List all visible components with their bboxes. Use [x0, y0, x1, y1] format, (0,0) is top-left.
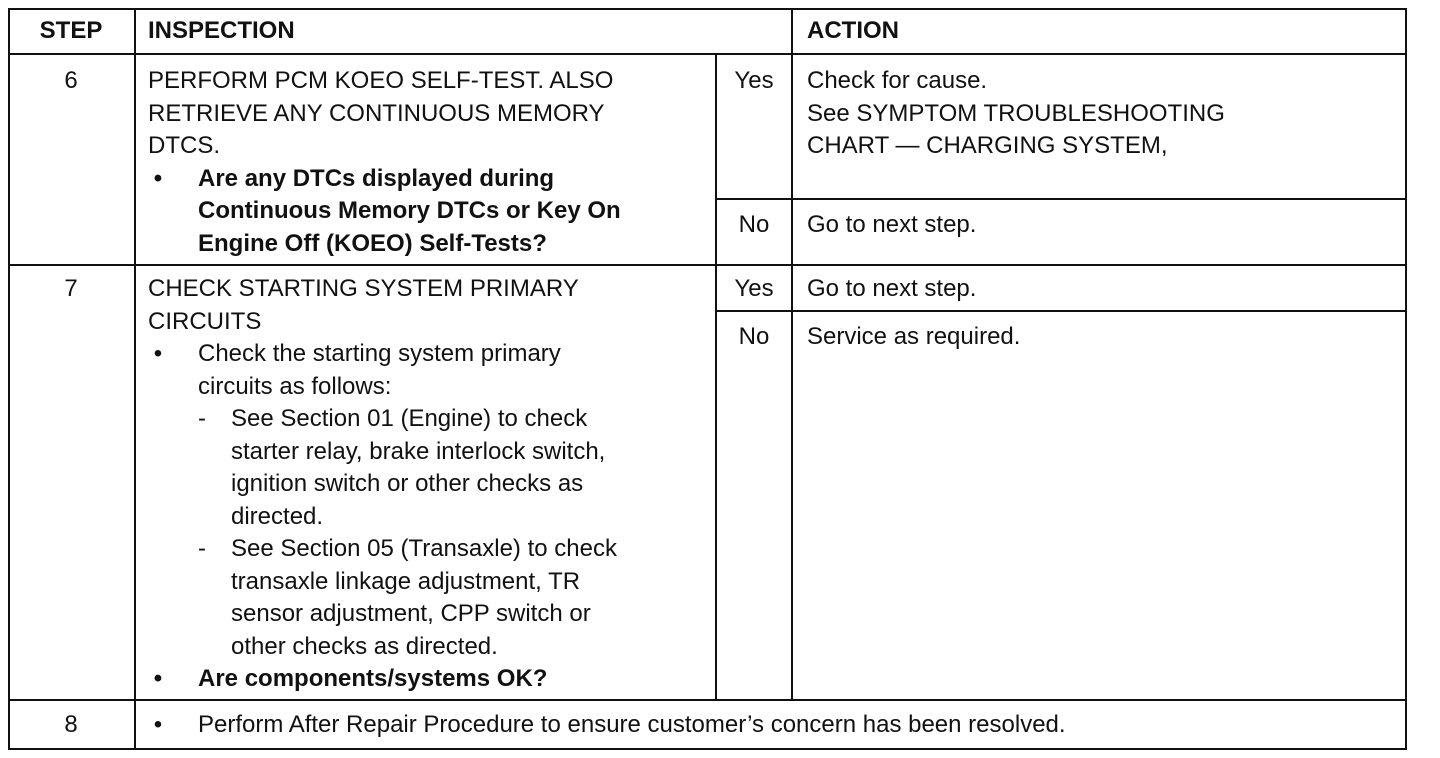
inspection-7-line-1: CHECK STARTING SYSTEM PRIMARY [148, 275, 579, 302]
question-6-line-2: Continuous Memory DTCs or Key On [198, 197, 621, 224]
header-action: ACTION [807, 17, 899, 44]
row-8-text [148, 709, 1438, 742]
inspection-7 [148, 273, 708, 696]
no-label-7: No [738, 323, 770, 350]
yes-action-6-line-1: Check for cause. [807, 67, 988, 94]
bullet-glyph: • [153, 164, 163, 192]
inspection-6-line-2: RETRIEVE ANY CONTINUOUS MEMORY [148, 99, 605, 127]
bullet-7-line-2: circuits as follows: [198, 372, 392, 400]
yes-label-6: Yes [734, 67, 774, 94]
bullet-glyph: • [153, 711, 163, 738]
header-step: STEP [39, 17, 103, 44]
inspection-6 [148, 65, 708, 260]
dash2-line-1: See Section 05 (Transaxle) to check [231, 535, 617, 562]
header-divider [8, 53, 1407, 55]
inspection-7-dash-1 [148, 403, 708, 533]
yes-label-7: Yes [734, 275, 774, 302]
question-6-line-1: Are any DTCs displayed during [198, 164, 555, 192]
row-divider-6-7 [8, 264, 1407, 266]
inspection-7-question [148, 663, 708, 696]
inspection-6-line-1: PERFORM PCM KOEO SELF-TEST. ALSO [148, 67, 614, 94]
inspection-7-line-2: CIRCUITS [148, 307, 262, 335]
inspection-6-question [148, 163, 708, 261]
yes-no-divider-row7 [716, 310, 1406, 312]
dash2-line-3: sensor adjustment, CPP switch or [231, 600, 591, 627]
dash1-line-2: starter relay, brake interlock switch, [231, 437, 606, 465]
table-border-left [8, 8, 10, 750]
table-border-bottom [8, 748, 1407, 750]
step-column-divider [134, 8, 136, 750]
table-border-top [8, 8, 1407, 10]
bullet-7-line-1: Check the starting system primary [198, 340, 561, 367]
table-border-right [1405, 8, 1407, 750]
bullet-glyph: • [153, 340, 163, 367]
yes-no-divider-row6 [716, 198, 1406, 200]
dash2-line-4: other checks as directed. [231, 632, 498, 660]
no-label-6: No [738, 211, 770, 238]
step-number-7: 7 [64, 275, 78, 302]
dash1-line-1: See Section 01 (Engine) to check [231, 405, 588, 432]
question-7-text: Are components/systems OK? [198, 665, 548, 692]
yes-action-7: Go to next step. [807, 275, 977, 302]
question-6-line-3: Engine Off (KOEO) Self-Tests? [198, 229, 547, 257]
dash1-line-4: directed. [231, 502, 324, 530]
yes-action-6-line-2: See SYMPTOM TROUBLESHOOTING [807, 99, 1225, 127]
yes-action-6 [807, 65, 1397, 163]
inspection-7-bullet-1 [148, 338, 708, 403]
inspection-6-line-3: DTCS. [148, 132, 220, 159]
diagnostic-table [8, 8, 1407, 750]
action-column-divider [791, 8, 793, 700]
row-divider-7-8 [8, 699, 1407, 701]
inspection-7-dash-2 [148, 533, 708, 663]
dash1-line-3: ignition switch or other checks as [231, 470, 584, 497]
dash2-line-2: transaxle linkage adjustment, TR [231, 567, 581, 595]
step-number-8: 8 [64, 711, 78, 738]
bullet-glyph: • [153, 665, 163, 692]
yes-action-6-line-3: CHART — CHARGING SYSTEM, [807, 132, 1168, 159]
dash-glyph: - [198, 405, 206, 432]
row-8-bullet-text: Perform After Repair Procedure to ensure customer’s concern has been resolved. [198, 711, 1066, 738]
no-action-6: Go to next step. [807, 211, 977, 238]
yes-no-column-divider [715, 54, 717, 700]
dash-glyph: - [198, 535, 206, 562]
header-inspection: INSPECTION [148, 17, 295, 44]
step-number-6: 6 [64, 67, 78, 94]
no-action-7: Service as required. [807, 323, 1021, 350]
